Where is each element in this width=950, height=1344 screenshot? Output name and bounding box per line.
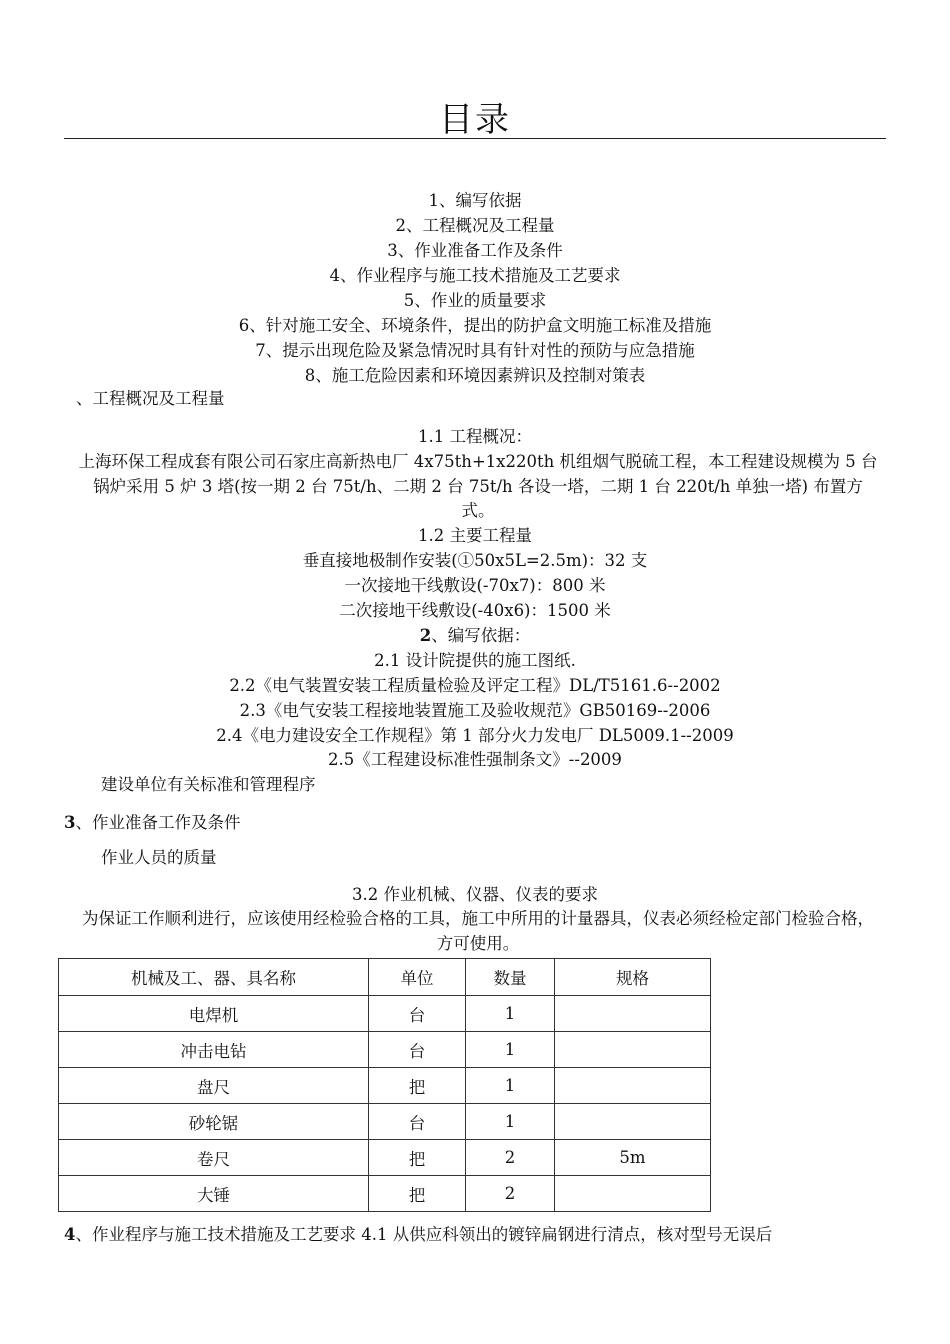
reference-item: 2.3《电气安装工程接地装置施工及验收规范》GB50169--2006 bbox=[239, 701, 711, 720]
toc-item: 6、针对施工安全、环境条件，提出的防护盒文明施工标准及措施 bbox=[238, 316, 712, 335]
table-cell bbox=[555, 1032, 711, 1068]
toc-item: 4、作业程序与施工技术措施及工艺要求 bbox=[329, 266, 621, 285]
reference-item: 2.4《电力建设安全工作规程》第 1 部分火力发电厂 DL5009.1--2009 bbox=[216, 726, 734, 745]
table-cell: 1 bbox=[466, 1032, 555, 1068]
title-divider bbox=[64, 138, 886, 139]
table-cell: 把 bbox=[369, 1176, 466, 1212]
table-header-cell: 规格 bbox=[555, 959, 711, 996]
table-row bbox=[59, 996, 711, 1032]
page-title: 目录 bbox=[439, 100, 511, 140]
table-cell: 台 bbox=[369, 996, 466, 1032]
section1-1-heading: 1.1 工程概况： bbox=[418, 427, 532, 446]
section3-staff: 作业人员的质量 bbox=[101, 848, 217, 867]
table-cell bbox=[555, 1068, 711, 1104]
table-cell: 5m bbox=[555, 1140, 711, 1176]
table-cell bbox=[555, 1104, 711, 1140]
reference-extra: 建设单位有关标准和管理程序 bbox=[101, 775, 316, 794]
table-header-row bbox=[59, 959, 711, 996]
quantity-item: 一次接地干线敷设(-70x7)：800 米 bbox=[344, 576, 606, 595]
section1-1-text: 上海环保工程成套有限公司石家庄高新热电厂 4x75th+1x220th 机组烟气脱硫工程，本工程建设规模为 5 台锅炉采用 5 炉 3 塔(按一期 2 台 75t/h、二期 2 台 75t/h 各设一塔，二期 1 台 220t/h 单独一塔) 布置方式。 bbox=[78, 452, 878, 520]
section3-2-text: 为保证工作顺利进行，应该使用经检验合格的工具，施工中所用的计量器具，仪表必须经检定部门检验合格，方可使用。 bbox=[82, 909, 874, 953]
table-header-cell: 机械及工、器、具名称 bbox=[59, 959, 369, 996]
table-row bbox=[59, 1032, 711, 1068]
table-cell bbox=[555, 996, 711, 1032]
section2-heading bbox=[0, 623, 950, 648]
table-cell: 2 bbox=[466, 1140, 555, 1176]
table-cell: 台 bbox=[369, 1032, 466, 1068]
quantity-item: 二次接地干线敷设(-40x6)：1500 米 bbox=[339, 601, 611, 620]
section4-number: 4 bbox=[64, 1225, 76, 1244]
section4-text bbox=[64, 1222, 772, 1247]
section3-title: 、作业准备工作及条件 bbox=[75, 813, 241, 832]
section1-2-heading: 1.2 主要工程量 bbox=[418, 526, 532, 545]
table-of-contents bbox=[0, 188, 950, 388]
table-cell: 把 bbox=[369, 1068, 466, 1104]
section3-number: 3 bbox=[64, 813, 76, 832]
table-cell: 台 bbox=[369, 1104, 466, 1140]
reference-item: 2.1 设计院提供的施工图纸. bbox=[374, 651, 576, 670]
section2-number: 2 bbox=[419, 626, 432, 645]
table-row bbox=[59, 1104, 711, 1140]
table-cell: 冲击电钻 bbox=[59, 1032, 369, 1068]
toc-item: 1、编写依据 bbox=[428, 191, 522, 210]
section3-2-heading: 3.2 作业机械、仪器、仪表的要求 bbox=[352, 885, 598, 904]
table-cell: 1 bbox=[466, 1068, 555, 1104]
section3-heading bbox=[64, 810, 240, 835]
table-cell: 大锤 bbox=[59, 1176, 369, 1212]
reference-item: 2.5《工程建设标准性强制条文》--2009 bbox=[328, 750, 622, 769]
table-row bbox=[59, 1176, 711, 1212]
tools-table bbox=[58, 958, 711, 1212]
table-header-cell: 数量 bbox=[466, 959, 555, 996]
table-header-cell: 单位 bbox=[369, 959, 466, 996]
table-cell: 1 bbox=[466, 996, 555, 1032]
table-cell: 盘尺 bbox=[59, 1068, 369, 1104]
section4-body: 、作业程序与施工技术措施及工艺要求 4.1 从供应科领出的镀锌扁钢进行清点，核对型号无误后 bbox=[75, 1225, 773, 1244]
toc-item: 7、提示出现危险及紧急情况时具有针对性的预防与应急措施 bbox=[255, 341, 695, 360]
table-cell: 2 bbox=[466, 1176, 555, 1212]
quantity-item: 垂直接地极制作安装(①50x5L=2.5m)：32 支 bbox=[302, 551, 648, 570]
table-cell: 砂轮锯 bbox=[59, 1104, 369, 1140]
table-cell: 1 bbox=[466, 1104, 555, 1140]
toc-item: 5、作业的质量要求 bbox=[403, 291, 547, 310]
section2-title: 、编写依据： bbox=[431, 626, 531, 645]
table-cell: 卷尺 bbox=[59, 1140, 369, 1176]
toc-item: 3、作业准备工作及条件 bbox=[387, 241, 563, 260]
section1-heading: 、工程概况及工程量 bbox=[76, 389, 225, 408]
toc-item: 2、工程概况及工程量 bbox=[395, 216, 555, 235]
table-cell: 电焊机 bbox=[59, 996, 369, 1032]
table-cell: 把 bbox=[369, 1140, 466, 1176]
reference-item: 2.2《电气装置安装工程质量检验及评定工程》DL/T5161.6--2002 bbox=[229, 676, 721, 695]
toc-item: 8、施工危险因素和环境因素辨识及控制对策表 bbox=[304, 366, 646, 385]
table-row bbox=[59, 1140, 711, 1176]
table-row bbox=[59, 1068, 711, 1104]
table-cell bbox=[555, 1176, 711, 1212]
